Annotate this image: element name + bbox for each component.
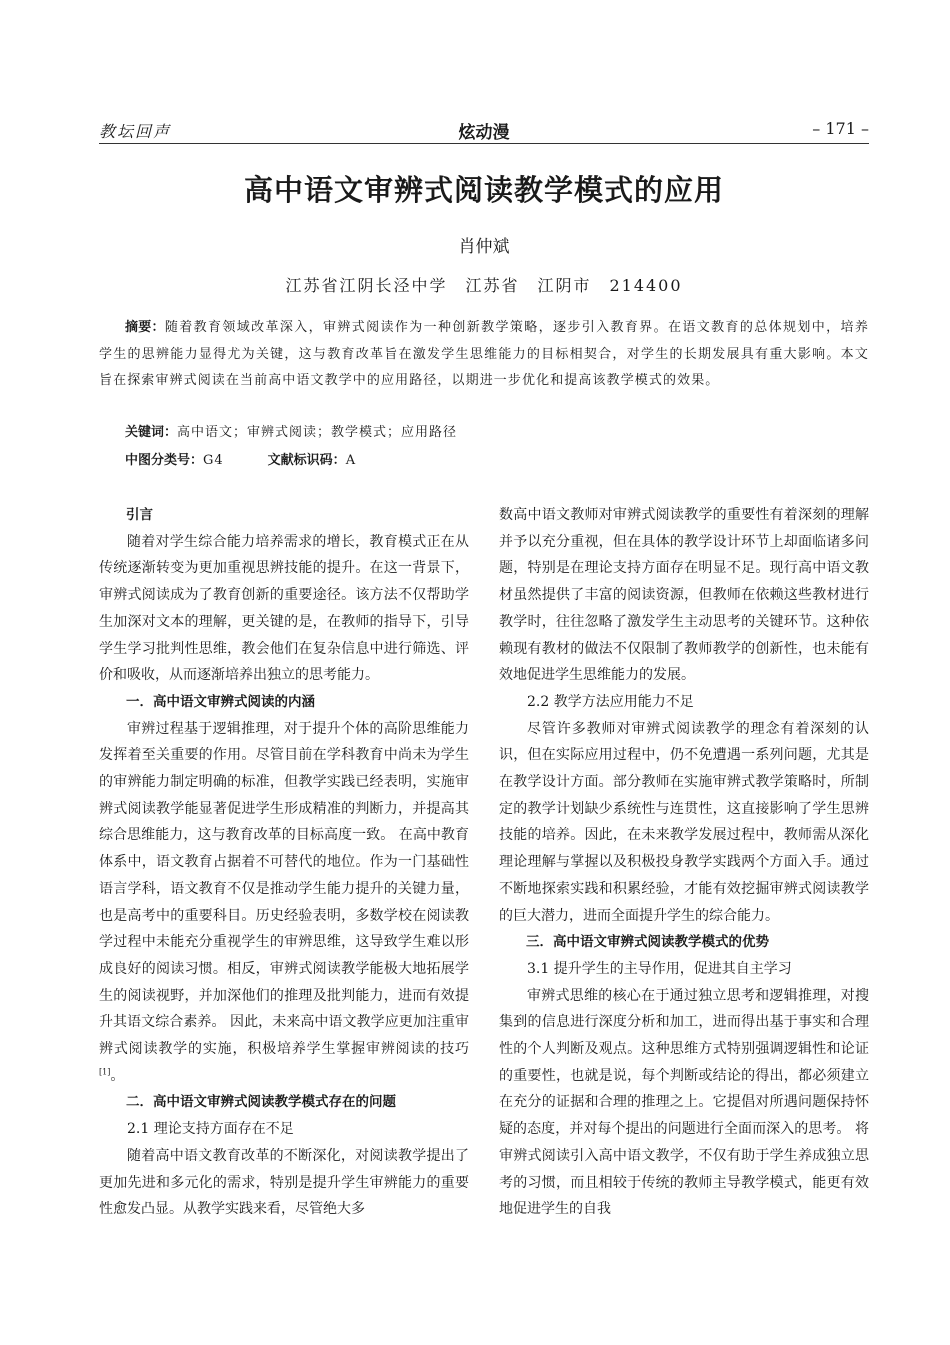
author-affiliation: 江苏省江阴长泾中学 江苏省 江阴市 214400 — [285, 276, 683, 295]
keywords — [99, 421, 869, 440]
section-2-1-continued: 数高中语文教师对审辨式阅读教学的重要性有着深刻的理解并予以充分重视，但在具体的教学设计环节上却面临诸多问题，特别是在理论支持方面存在明显不足。现行高中语文教材虽然提供了丰富的阅读资源，但教师在依赖这些教材进行教学时，往往忽略了激发学生主动思考的关键环节。这种依赖现有教材的做法不仅限制了教师教学的创新性，也未能有效地促进学生思维能力的发展。 — [499, 507, 869, 684]
left-column — [99, 502, 469, 1223]
header-journal-name: 炫动漫 — [458, 123, 510, 143]
section-2-2-paragraph: 尽管许多教师对审辨式阅读教学的理念有着深刻的认识，但在实际应用过程中，仍不免遭遇一系列问题，尤其是在教学设计方面。部分教师在实施审辨式教学策略时，所制定的教学计划缺少系统性与连贯性，这直接影响了学生思辨技能的培养。因此，在未来教学发展过程中，教师需从深化理论理解与掌握以及积极投身教学实践两个方面入手。通过不断地探索实践和积累经验，才能有效挖掘审辨式阅读教学的巨大潜力，进而全面提升学生的综合能力。 — [499, 720, 869, 924]
keywords-label: 关键词： — [125, 425, 178, 440]
section-2-1-paragraph: 随着高中语文教育改革的不断深化，对阅读教学提出了更加先进和多元化的需求，特别是提升学生审辨能力的重要性愈发凸显。从教学实践来看，尽管绝大多 — [99, 1147, 469, 1218]
section-1-end: 。 — [110, 1067, 125, 1084]
right-column — [499, 502, 869, 1223]
article-title: 高中语文审辨式阅读教学模式的应用 — [243, 173, 724, 207]
section-3-1-paragraph: 审辨式思维的核心在于通过独立思考和逻辑推理，对搜集到的信息进行深度分析和加工，进而得出基于事实和合理性的个人判断及观点。这种思维方式特别强调逻辑性和论证的重要性，也就是说，每个判断或结论的得出，都必须建立在充分的证据和合理的推理之上。它提倡对所遇问题保持怀疑的态度，并对每个提出的问题进行全面而深入的思考。 将审辨式阅读引入高中语文教学，不仅有助于学生养成独立思考的习惯，而且相较于传统的教师主导教学模式，能更有效地促进学生的自我 — [499, 987, 869, 1218]
section-3-heading: 三．高中语文审辨式阅读教学模式的优势 — [526, 934, 769, 951]
header-page-number: – 171 – — [812, 119, 869, 138]
section-1-text: 审辨过程基于逻辑推理，对于提升个体的高阶思维能力发挥着至关重要的作用。尽管目前在学科教育中尚未为学生的审辨能力制定明确的标准，但教学实践已经表明，实施审辨式阅读教学能显著促进学生形成精准的判断力，并提高其综合思维能力，这与教育改革的目标高度一致。 在高中教育体系中，语文教育占据着不可替代的地位。作为一门基础性语言学科，语文教育不仅是推动学生能力提升的关键力量，也是高考中的重要科目。历史经验表明，多数学校在阅读教学过程中未能充分重视学生的审辨思维，这导致学生难以形成良好的阅读习惯。相反，审辨式阅读教学能极大地拓展学生的阅读视野，并加深他们的推理及批判能力，进而有效提升其语文综合素养。 因此，未来高中语文教学应更加注重审辨式阅读教学的实施，积极培养学生掌握审辨阅读的技巧 — [99, 720, 469, 1058]
intro-paragraph: 随着对学生综合能力培养需求的增长，教育模式正在从传统逐渐转变为更加重视思辨技能的提升。在这一背景下，审辨式阅读成为了教育创新的重要途径。该方法不仅帮助学生加深对文本的理解，更关键的是，在教师的指导下，引导学生学习批判性思维，教会他们在复杂信息中进行筛选、评价和吸收，从而逐渐培养出独立的思考能力。 — [99, 533, 469, 684]
intro-heading: 引言 — [126, 507, 153, 523]
classification — [99, 449, 869, 468]
citation-1: [1] — [99, 1067, 111, 1077]
doc-code-label: 文献标识码： — [267, 453, 346, 468]
clc-label: 中图分类号： — [125, 453, 204, 468]
abstract-text: 随着教育领域改革深入，审辨式阅读作为一种创新教学策略，逐步引入教育界。在语文教育的总体规划中，培养学生的思辨能力显得尤为关键，这与教育改革旨在激发学生思维能力的目标相契合，对学生的长期发展具有重大影响。本文旨在探索审辨式阅读在当前高中语文教学中的应用路径，以期进一步优化和提高该教学模式的效果。 — [99, 320, 869, 388]
section-3-1-heading: 3.1 提升学生的主导作用，促进其自主学习 — [527, 960, 792, 977]
abstract — [99, 315, 869, 395]
section-2-2-heading: 2.2 教学方法应用能力不足 — [527, 693, 694, 710]
header-section-name: 教坛回声 — [99, 122, 172, 141]
keywords-text: 高中语文；审辨式阅读；教学模式；应用路径 — [177, 425, 458, 440]
abstract-label: 摘要： — [125, 320, 165, 335]
clc-value: G4 — [203, 453, 224, 468]
section-1-heading: 一．高中语文审辨式阅读的内涵 — [126, 693, 315, 710]
running-header — [99, 117, 869, 144]
section-1-paragraph — [99, 716, 469, 1090]
section-2-1-heading: 2.1 理论支持方面存在不足 — [127, 1121, 294, 1138]
doc-code-value: A — [345, 453, 357, 468]
article-author: 肖仲斌 — [458, 237, 510, 257]
section-2-heading: 二．高中语文审辨式阅读教学模式存在的问题 — [126, 1094, 396, 1111]
